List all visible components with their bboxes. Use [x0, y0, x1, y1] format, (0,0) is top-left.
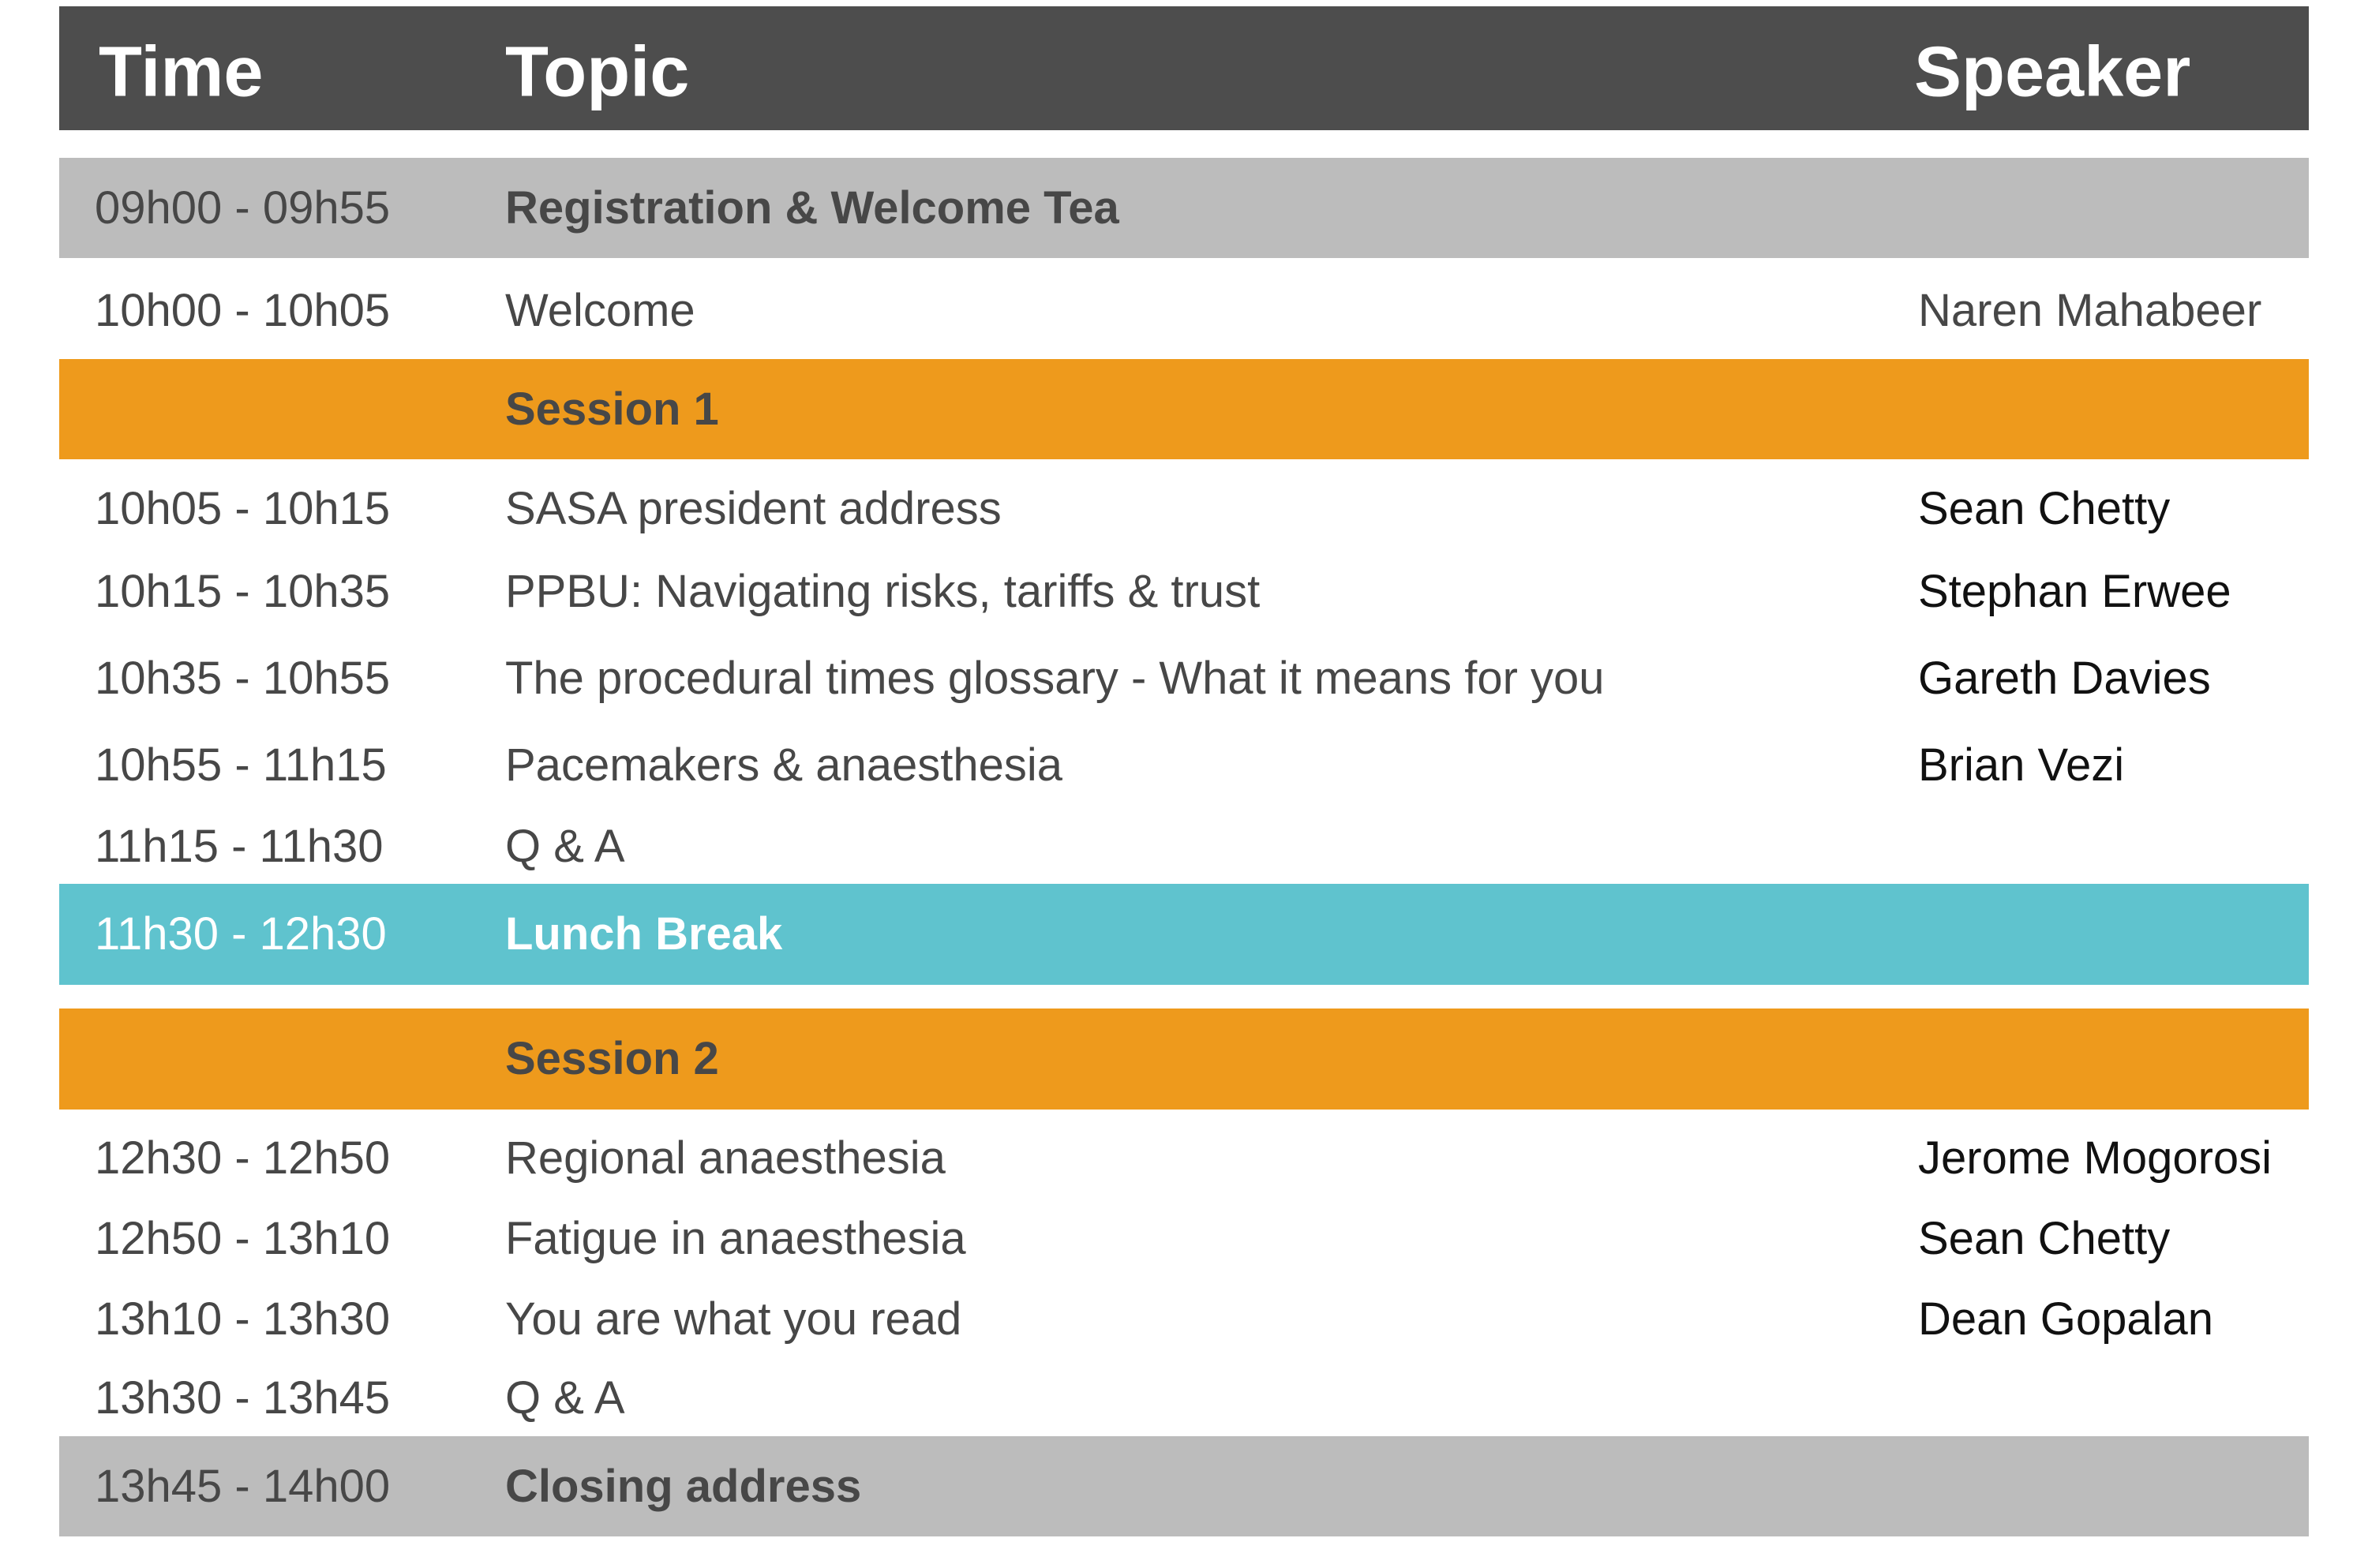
row-speaker: Brian Vezi — [1918, 739, 2125, 791]
table-row — [59, 552, 2309, 631]
row-speaker: Sean Chetty — [1918, 483, 2171, 534]
row-topic: Regional anaesthesia — [505, 1132, 946, 1184]
session-title: Session 1 — [505, 383, 719, 435]
row-topic: PPBU: Navigating risks, tariffs & trust — [505, 566, 1261, 617]
row-speaker: Sean Chetty — [1918, 1213, 2171, 1264]
row-speaker: Dean Gopalan — [1918, 1293, 2214, 1345]
row-topic: Q & A — [505, 821, 625, 872]
row-speaker: Naren Mahabeer — [1918, 284, 2262, 336]
row-time: 13h45 - 14h00 — [95, 1460, 391, 1512]
table-row — [59, 1280, 2309, 1359]
row-time: 10h15 - 10h35 — [95, 566, 391, 617]
session-header-1 — [59, 359, 2309, 459]
row-speaker: Stephan Erwee — [1918, 566, 2231, 617]
row-speaker: Jerome Mogorosi — [1918, 1132, 2272, 1184]
row-topic: The procedural times glossary - What it means for you — [505, 653, 1605, 704]
row-time: 11h30 - 12h30 — [95, 908, 387, 960]
row-time: 10h05 - 10h15 — [95, 483, 391, 534]
row-topic: Registration & Welcome Tea — [505, 181, 1119, 234]
row-topic: Fatigue in anaesthesia — [505, 1213, 966, 1264]
table-row — [59, 807, 2309, 886]
row-time: 10h35 - 10h55 — [95, 653, 391, 704]
time-column-header: Time — [99, 32, 264, 111]
row-topic: Pacemakers & anaesthesia — [505, 739, 1063, 791]
table-row — [59, 1359, 2309, 1438]
table-row-registration — [59, 158, 2309, 258]
row-time: 10h55 - 11h15 — [95, 739, 387, 791]
table-row — [59, 1119, 2309, 1198]
row-time: 13h30 - 13h45 — [95, 1372, 391, 1424]
row-time: 13h10 - 13h30 — [95, 1293, 391, 1345]
row-time: 12h50 - 13h10 — [95, 1213, 391, 1264]
table-row — [59, 470, 2309, 548]
row-time: 12h30 - 12h50 — [95, 1132, 391, 1184]
table-row-lunch-break — [59, 884, 2309, 985]
session-title: Session 2 — [505, 1033, 719, 1084]
speaker-column-header: Speaker — [1914, 32, 2191, 111]
topic-column-header: Topic — [505, 32, 690, 111]
row-topic: Q & A — [505, 1372, 625, 1424]
table-row — [59, 260, 2309, 361]
row-topic: Welcome — [505, 284, 695, 336]
table-row — [59, 726, 2309, 805]
table-row-closing-address — [59, 1436, 2309, 1536]
row-topic: SASA president address — [505, 483, 1002, 534]
session-header-2 — [59, 1009, 2309, 1110]
row-topic: Closing address — [505, 1460, 862, 1512]
row-speaker: Gareth Davies — [1918, 653, 2211, 704]
table-header — [59, 6, 2309, 130]
row-time: 11h15 - 11h30 — [95, 821, 384, 872]
row-time: 09h00 - 09h55 — [95, 181, 391, 234]
row-time: 10h00 - 10h05 — [95, 284, 391, 336]
table-row — [59, 1199, 2309, 1278]
table-row — [59, 639, 2309, 718]
row-topic: Lunch Break — [505, 908, 783, 960]
row-topic: You are what you read — [505, 1293, 962, 1345]
